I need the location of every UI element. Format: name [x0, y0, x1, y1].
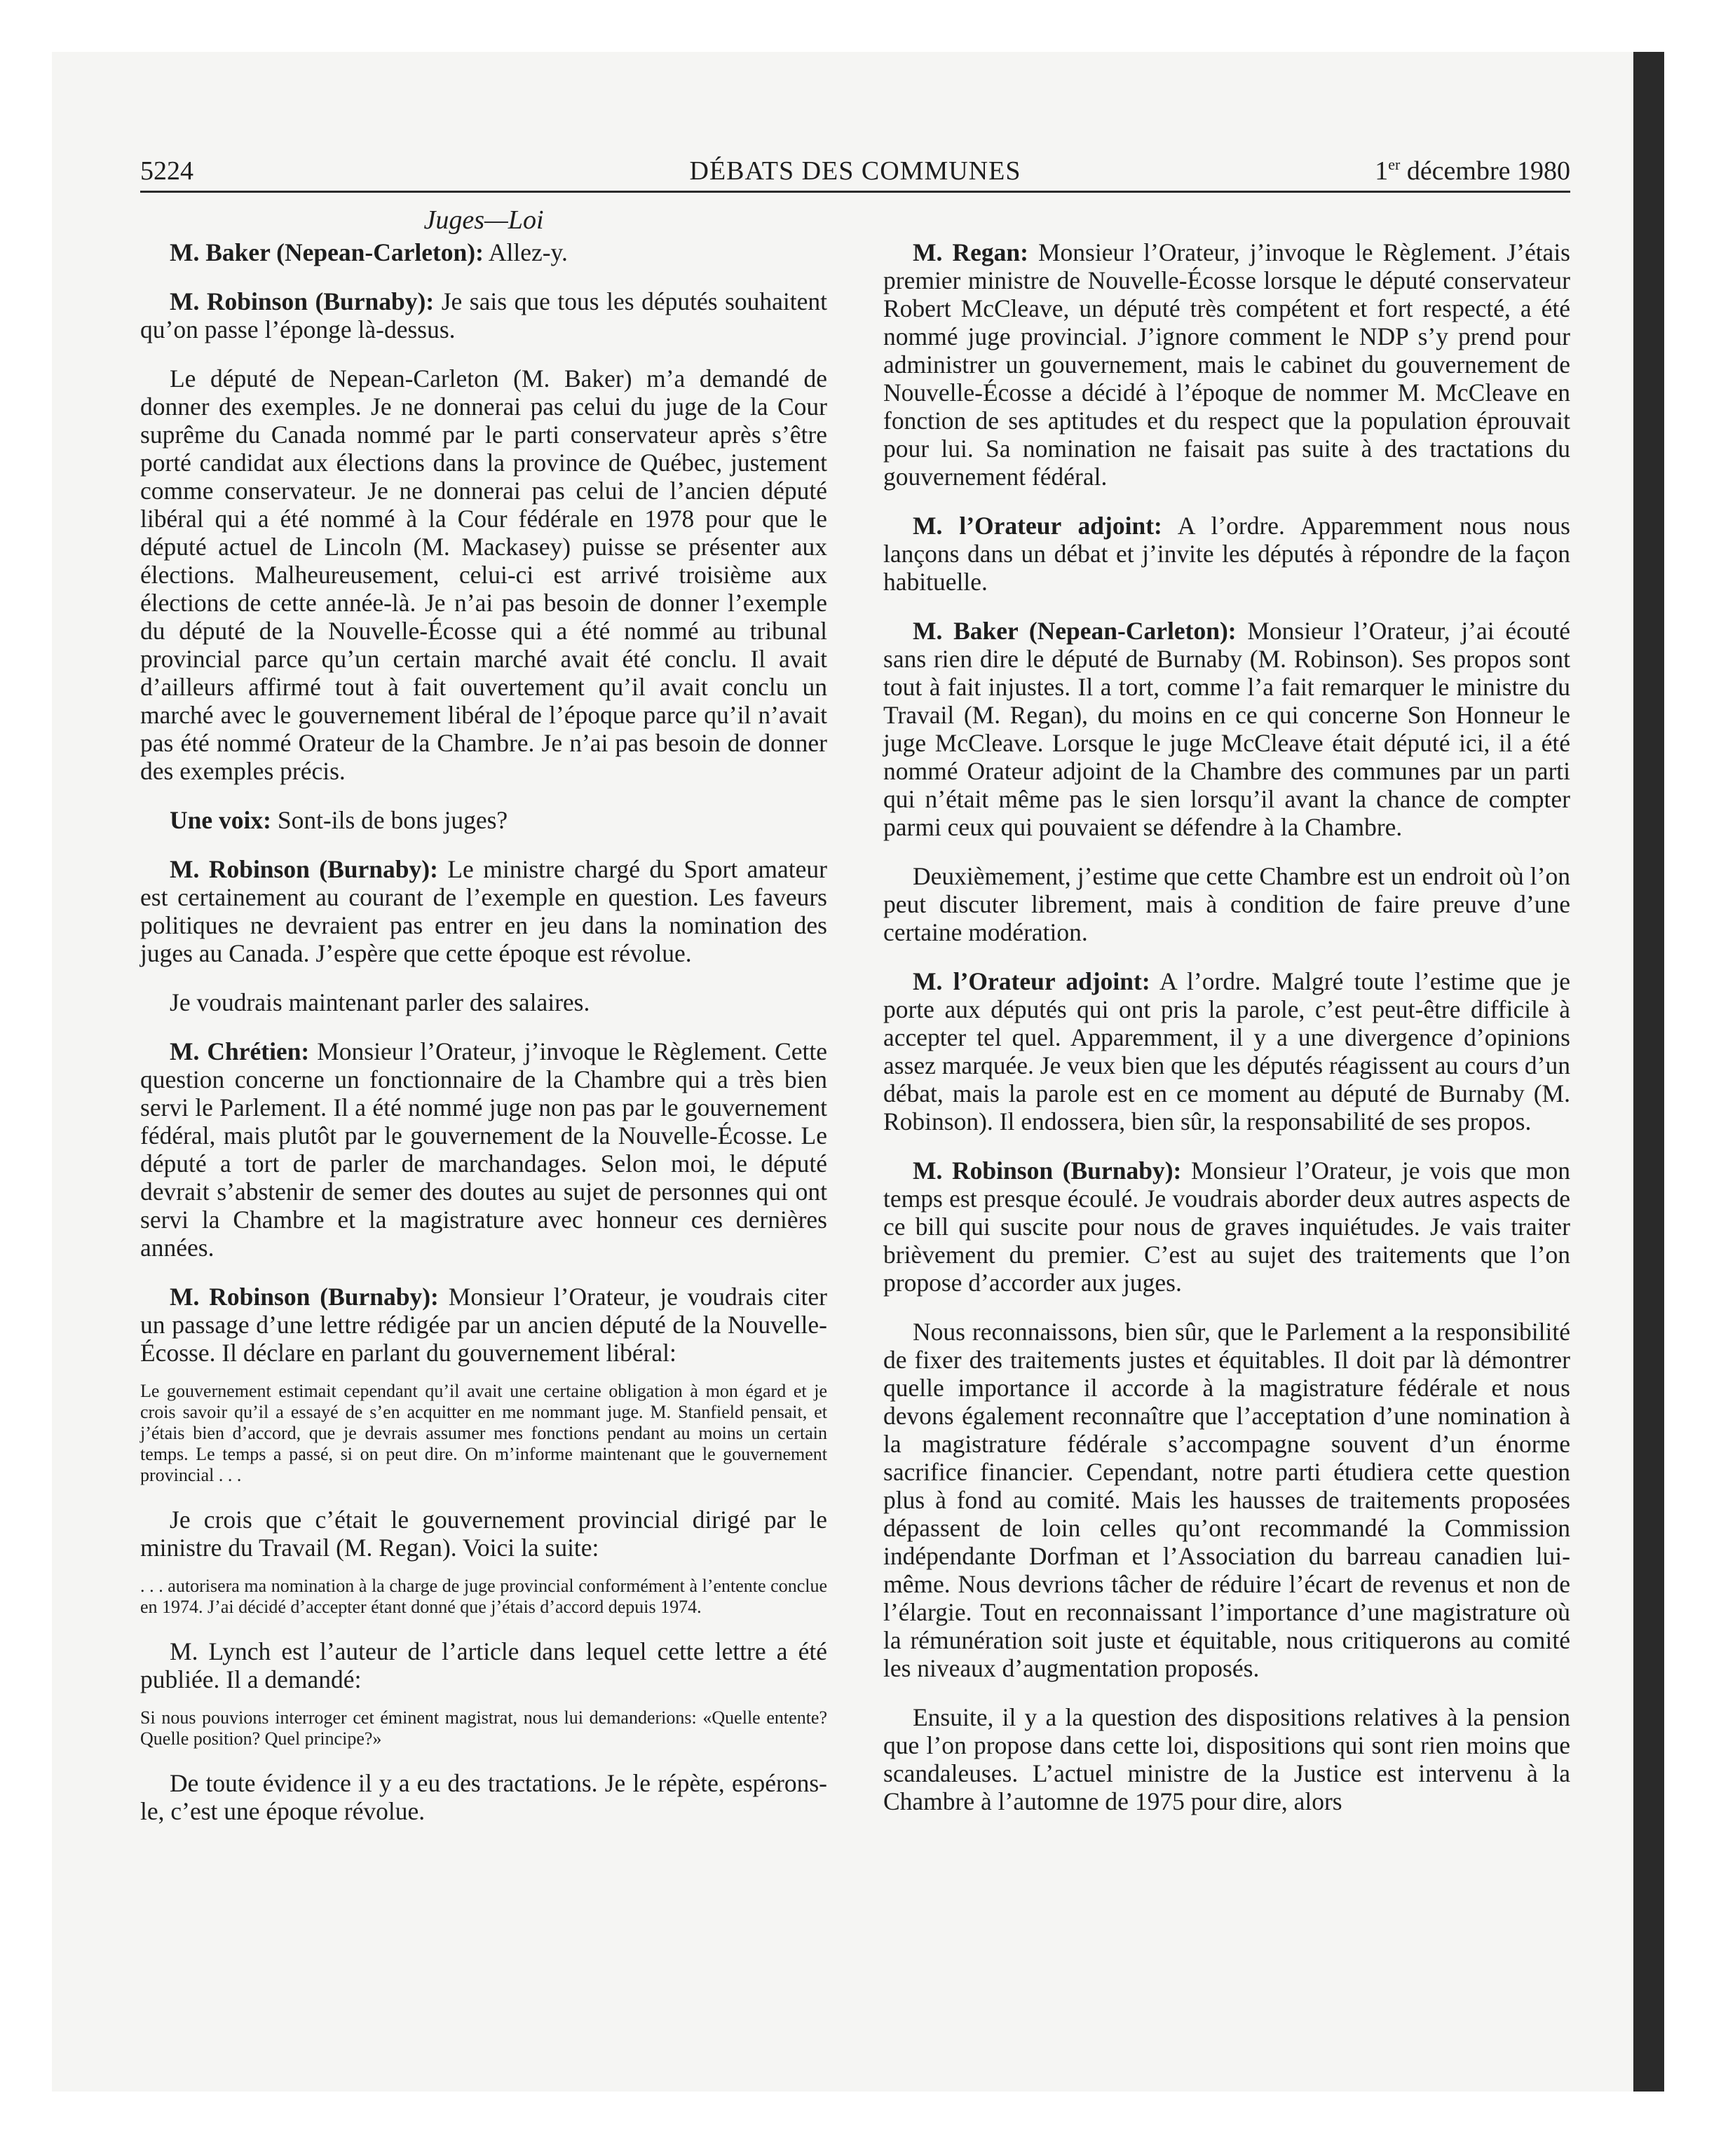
scan-edge-shadow	[1633, 52, 1664, 2092]
paragraph	[140, 1506, 827, 1562]
quoted-passage	[140, 1381, 827, 1486]
paragraph-text: Si nous pouvions interroger cet éminent magistrat, nous lui demanderions: «Quelle entente? Quelle position? Quel principe?»	[140, 1707, 827, 1749]
speaker-name: M. l’Orateur adjoint:	[913, 512, 1162, 540]
speaker-name: M. Robinson (Burnaby):	[170, 287, 435, 315]
paragraph	[883, 512, 1570, 596]
date-suffix: er	[1388, 156, 1401, 173]
quoted-passage	[140, 1576, 827, 1618]
page-number: 5224	[140, 156, 193, 186]
paragraph-text: Je crois que c’était le gouvernement provincial dirigé par le ministre du Travail (M. Regan). Voici la suite:	[140, 1506, 827, 1562]
page-header	[140, 154, 1570, 193]
page-date	[1375, 156, 1570, 186]
paragraph	[883, 238, 1570, 491]
running-head: Juges—Loi	[423, 205, 544, 235]
paragraph-text: A l’ordre. Malgré toute l’estime que je porte aux députés qui ont pris la parole, c’est peut-être difficile à accepter tel quel. Apparemment, il y a une divergence d’opinions assez marquée. Je veux bien que les députés réagissent au cours d’un débat, mais la parole est en ce moment au député de Burnaby (M. Robinson). Il endossera, bien sûr, la responsabilité de ses propos.	[883, 967, 1570, 1135]
paragraph-text: De toute évidence il y a eu des tractations. Je le répète, espérons-le, c’est une époque révolue.	[140, 1769, 827, 1825]
paragraph	[140, 1037, 827, 1262]
paragraph-text: Monsieur l’Orateur, je vois que mon temps est presque écoulé. Je voudrais aborder deux autres aspects de ce bill qui suscite pour nous de graves inquiétudes. Je vais traiter brièvement du premier. C’est au sujet des traitements que l’on propose d’accorder aux juges.	[883, 1157, 1570, 1297]
paragraph-text: Le gouvernement estimait cependant qu’il avait une certaine obligation à mon égard et je crois savoir qu’il a essayé de s’en acquitter en me nommant juge. M. Stanfield pensait, et j’étais bien d’accord, que je devrais assumer mes fonctions pendant au moins un certain temps. Le temps a passé, si on peut dire. On m’informe maintenant que le gouvernement provincial . . .	[140, 1381, 827, 1485]
paragraph-text: . . . autorisera ma nomination à la charge de juge provincial conformément à l’entente conclue en 1974. J’ai décidé d’accepter étant donné que j’étais d’accord depuis 1974.	[140, 1576, 827, 1617]
paragraph-text: Monsieur l’Orateur, j’ai écouté sans rien dire le député de Burnaby (M. Robinson). Ses propos sont tout à fait injustes. Il a tort, comme l’a fait remarquer le ministre du Travail (M. Regan), du moins en ce qui concerne Son Honneur le juge McCleave. Lorsque le juge McCleave était député ici, il a été nommé Orateur adjoint de la Chambre des communes par un parti qui n’était même pas le sien lorsqu’il avant la chance de compter parmi ceux qui pouvaient se défendre à la Chambre.	[883, 617, 1570, 841]
paragraph	[883, 1157, 1570, 1297]
paragraph-text: Allez-y.	[483, 238, 568, 266]
paragraph	[883, 862, 1570, 946]
paragraph-text: Nous reconnaissons, bien sûr, que le Parlement a la responsibilité de fixer des traitements justes et équitables. Il doit par là démontrer quelle importance il accorde à la magistrature fédérale et nous devons également reconnaître que l’acceptation d’une nomination à la magistrature fédérale s’accompagne souvent d’un énorme sacrifice financier. Cependant, notre parti étudiera cette question plus à fond au comité. Mais les hausses de traitements proposées dépassent de loin celles qu’ont recommandé la Commission indépendante Dorfman et l’Association du barreau canadien lui-même. Nous devrions tâcher de réduire l’écart de revenus et non de l’élargie. Tout en reconnaissant l’importance d’une magistrature où la rémunération soit juste et équitable, nous critiquerons au comité les niveaux d’augmentation proposés.	[883, 1318, 1570, 1682]
paragraph-text: Monsieur l’Orateur, j’invoque le Règlement. J’étais premier ministre de Nouvelle-Écosse lorsque le député conservateur Robert McCleave, un député très compétent et fort respecté, a été nommé juge provincial. J’ignore comment le NDP s’y prend pour administrer un gouvernement, mais le cabinet du gouvernement de Nouvelle-Écosse a décidé à l’époque de nommer M. McCleave en fonction de ses aptitudes et du respect que la population éprouvait pour lui. Sa nomination ne faisait pas suite à des tractations du gouvernement fédéral.	[883, 238, 1570, 491]
paragraph	[140, 1769, 827, 1825]
paragraph	[140, 855, 827, 967]
speaker-name: M. Robinson (Burnaby):	[170, 1283, 439, 1311]
quoted-passage	[140, 1707, 827, 1749]
paragraph-text: Le député de Nepean-Carleton (M. Baker) m’a demandé de donner des exemples. Je ne donnerai pas celui du juge de la Cour suprême du Canada nommé par le parti conservateur après s’être porté candidat aux élections dans la province de Québec, justement comme conservateur. Je ne donnerai pas celui de l’ancien député libéral qui a été nommé à la Cour fédérale en 1978 pour que le député actuel de Lincoln (M. Mackasey) puisse se présenter aux élections. Malheureusement, celui-ci est arrivé troisième aux élections de cette année-là. Je n’ai pas besoin de donner l’exemple du député de la Nouvelle-Écosse qui a été nommé au tribunal provincial parce qu’un certain marché avait été conclu. Il avait d’ailleurs affirmé tout à fait ouvertement qu’il avait conclu un marché avec le gouvernement libéral de l’époque parce qu’il n’avait pas été nommé Orateur de la Chambre. Je n’ai pas besoin de donner des exemples précis.	[140, 364, 827, 785]
paragraph-text: Ensuite, il y a la question des dispositions relatives à la pension que l’on propose dans cette loi, dispositions qui sont rien moins que scandaleuses. L’actuel ministre de la Justice est intervenu à la Chambre à l’automne de 1975 pour dire, alors	[883, 1703, 1570, 1815]
paragraph-text: Je voudrais maintenant parler des salaires.	[170, 988, 590, 1016]
paragraph	[140, 1637, 827, 1693]
paragraph-text: Sont-ils de bons juges?	[271, 806, 508, 834]
paragraph-text: Deuxièmement, j’estime que cette Chambre est un endroit où l’on peut discuter librement, mais à condition de faire preuve d’une certaine modération.	[883, 862, 1570, 946]
paragraph-text: Le ministre chargé du Sport amateur est certainement au courant de l’exemple en question. Les faveurs politiques ne devraient pas entrer en jeu dans la nomination des juges au Canada. J’espère que cette époque est révolue.	[140, 855, 827, 967]
left-column	[140, 238, 827, 1846]
paragraph	[883, 617, 1570, 841]
speaker-name: M. Robinson (Burnaby):	[913, 1157, 1182, 1185]
speaker-name: M. Chrétien:	[170, 1037, 310, 1065]
paragraph-text: M. Lynch est l’auteur de l’article dans lequel cette lettre a été publiée. Il a demandé:	[140, 1637, 827, 1693]
paragraph	[140, 988, 827, 1016]
speaker-name: Une voix:	[170, 806, 271, 834]
paragraph	[140, 238, 827, 266]
paragraph	[140, 1283, 827, 1367]
paragraph	[883, 1318, 1570, 1682]
speaker-name: M. Regan:	[913, 238, 1028, 266]
date-rest: décembre 1980	[1400, 156, 1570, 186]
speaker-name: M. l’Orateur adjoint:	[913, 967, 1150, 995]
date-day: 1	[1375, 156, 1389, 186]
paragraph	[140, 287, 827, 343]
paragraph-text: Monsieur l’Orateur, je voudrais citer un passage d’une lettre rédigée par un ancien député de la Nouvelle-Écosse. Il déclare en parlant du gouvernement libéral:	[140, 1283, 827, 1367]
journal-title: DÉBATS DES COMMUNES	[689, 156, 1021, 186]
speaker-name: M. Baker (Nepean-Carleton):	[913, 617, 1237, 645]
paragraph	[883, 1703, 1570, 1815]
paragraph	[883, 967, 1570, 1135]
speaker-name: M. Robinson (Burnaby):	[170, 855, 438, 883]
paragraph	[140, 364, 827, 785]
paragraph-text: Je sais que tous les députés souhaitent qu’on passe l’éponge là-dessus.	[140, 287, 827, 343]
paragraph	[140, 806, 827, 834]
paragraph-text: Monsieur l’Orateur, j’invoque le Règlement. Cette question concerne un fonctionnaire de la Chambre qui a très bien servi le Parlement. Il a été nommé juge non pas par le gouvernement fédéral, mais plutôt par le gouvernement de la Nouvelle-Écosse. Le député a tort de parler de marchandages. Selon moi, le député devrait s’abstenir de semer des doutes au sujet de personnes qui ont servi la Chambre et la magistrature avec honneur ces dernières années.	[140, 1037, 827, 1262]
right-column	[883, 238, 1570, 1836]
speaker-name: M. Baker (Nepean-Carleton):	[170, 238, 484, 266]
paragraph-text: A l’ordre. Apparemment nous nous lançons dans un débat et j’invite les députés à répondre de la façon habituelle.	[883, 512, 1570, 596]
